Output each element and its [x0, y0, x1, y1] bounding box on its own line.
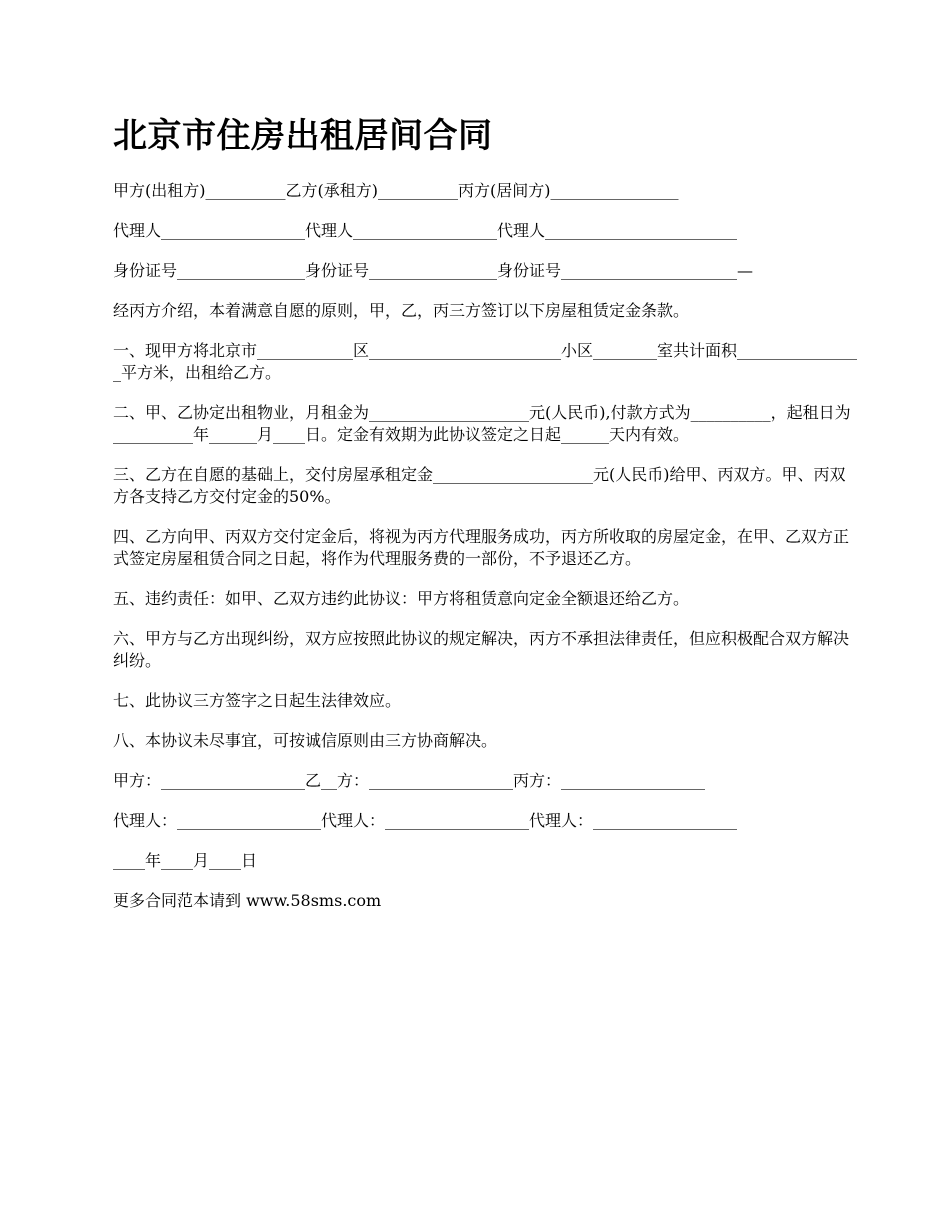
agent-names-line: 代理人__________________代理人__________________代理人________________________: [113, 221, 738, 240]
clause-3: 三、乙方在自愿的基础上，交付房屋承租定金____________________元(人民币)给甲、丙双方。甲、丙双方各支持乙方交付定金的50%。: [113, 465, 846, 506]
clause-5: 五、违约责任：如甲、乙双方违约此协议：甲方将租赁意向定金全额退还给乙方。: [113, 589, 690, 608]
clause-7: 七、此协议三方签字之日起生法律效应。: [113, 691, 402, 710]
page-title: 北京市住房出租居间合同: [113, 116, 493, 156]
clause-6: 六、甲方与乙方出现纠纷，双方应按照此协议的规定解决，丙方不承担法律责任，但应积极配合双方解决纠纷。: [113, 629, 850, 670]
id-number-line: 身份证号________________身份证号________________身份证号______________________—: [113, 261, 754, 280]
contract-document: [113, 112, 858, 930]
clause-4: 四、乙方向甲、丙双方交付定金后，将视为丙方代理服务成功，丙方所收取的房屋定金，在甲、乙双方正式签定房屋租赁合同之日起，将作为代理服务费的一部份，不予退还乙方。: [113, 527, 850, 568]
clause-8: 八、本协议未尽事宜，可按诚信原则由三方协商解决。: [113, 731, 498, 750]
clause-1: 一、现甲方将北京市____________区________________________小区________室共计面积________________平方米，出租给乙方。: [113, 341, 858, 382]
party-names-line: 甲方(出租方)__________乙方(承租方)__________丙方(居间方)________________: [113, 181, 679, 200]
clause-2: 二、甲、乙协定出租物业，月租金为____________________元(人民币),付款方式为__________，起租日为__________年______月____日。定金有效期为此协议签定之日起______天内有效。: [113, 403, 851, 444]
footer-note: 更多合同范本请到 www.58sms.com: [113, 891, 382, 910]
date-line: ____年____月____日: [113, 851, 258, 870]
signature-parties-line: 甲方：__________________乙__方：__________________丙方：__________________: [113, 771, 706, 790]
intro-paragraph: 经丙方介绍，本着满意自愿的原则，甲，乙，丙三方签订以下房屋租赁定金条款。: [113, 301, 690, 320]
signature-agents-line: 代理人：__________________代理人：__________________代理人：__________________: [113, 811, 738, 830]
